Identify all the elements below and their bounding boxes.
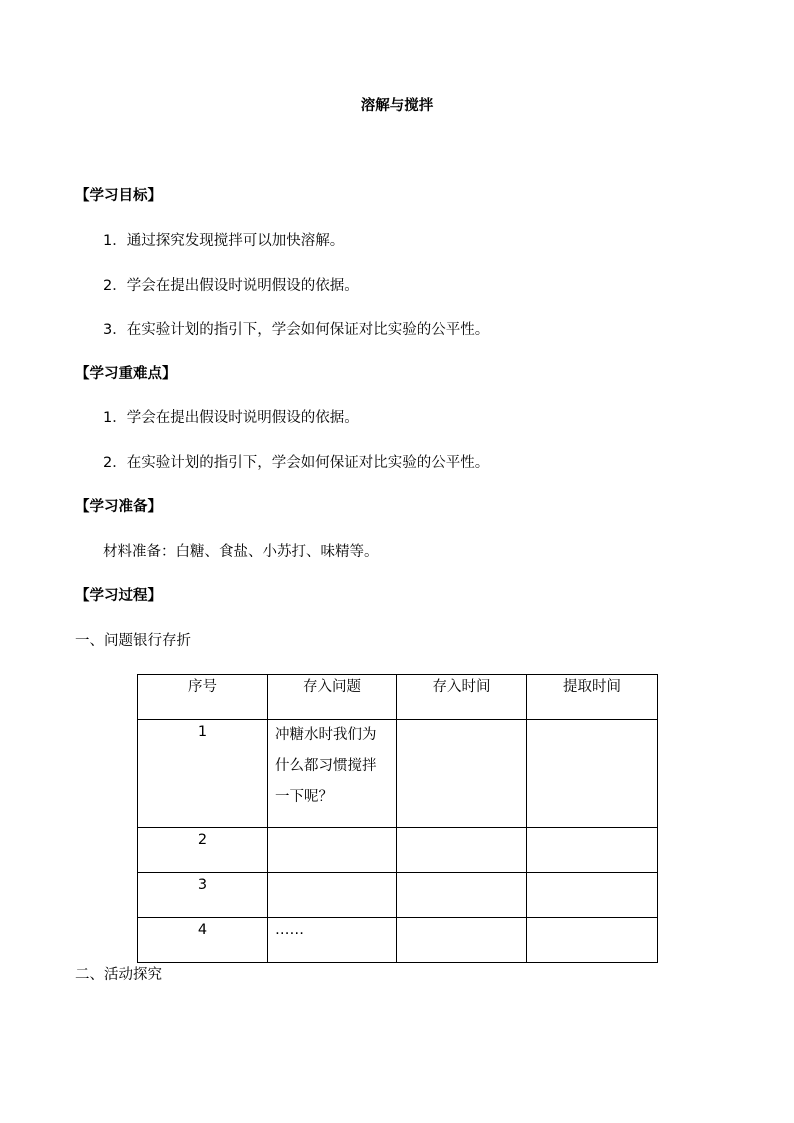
cell-seq: 2 [138,828,268,873]
goal-item-3: 3．在实验计划的指引下，学会如何保证对比实验的公平性。 [103,322,490,338]
cell-withdraw-time [527,873,658,918]
table-row [138,828,658,873]
header-withdraw-time: 提取时间 [527,675,658,720]
preparation-heading: 【学习准备】 [75,499,162,515]
table-row [138,873,658,918]
goals-heading: 【学习目标】 [75,188,162,204]
cell-question [268,828,397,873]
key-points-heading: 【学习重难点】 [75,366,177,382]
process-part-1: 一、问题银行存折 [75,633,191,649]
cell-question: …… [268,918,397,963]
goal-item-1: 1．通过探究发现搅拌可以加快溶解。 [103,233,345,249]
cell-deposit-time [397,828,527,873]
table-header-row [138,675,658,720]
preparation-text: 材料准备：白糖、食盐、小苏打、味精等。 [103,544,379,560]
cell-question: 冲糖水时我们为什么都习惯搅拌一下呢？ [268,720,397,828]
cell-withdraw-time [527,828,658,873]
cell-deposit-time [397,873,527,918]
header-question: 存入问题 [268,675,397,720]
cell-seq: 3 [138,873,268,918]
key-point-item-2: 2．在实验计划的指引下，学会如何保证对比实验的公平性。 [103,455,490,471]
cell-deposit-time [397,720,527,828]
process-heading: 【学习过程】 [75,588,162,604]
cell-seq: 1 [138,720,268,828]
table-row [138,720,658,828]
cell-withdraw-time [527,918,658,963]
document-title: 溶解与搅拌 [360,98,434,114]
cell-withdraw-time [527,720,658,828]
cell-seq: 4 [138,918,268,963]
table-row [138,918,658,963]
question-bank-table [137,674,658,963]
cell-deposit-time [397,918,527,963]
header-seq: 序号 [138,675,268,720]
process-part-2: 二、活动探究 [75,967,162,983]
goal-item-2: 2．学会在提出假设时说明假设的依据。 [103,278,359,294]
cell-question [268,873,397,918]
header-deposit-time: 存入时间 [397,675,527,720]
key-point-item-1: 1．学会在提出假设时说明假设的依据。 [103,410,359,426]
